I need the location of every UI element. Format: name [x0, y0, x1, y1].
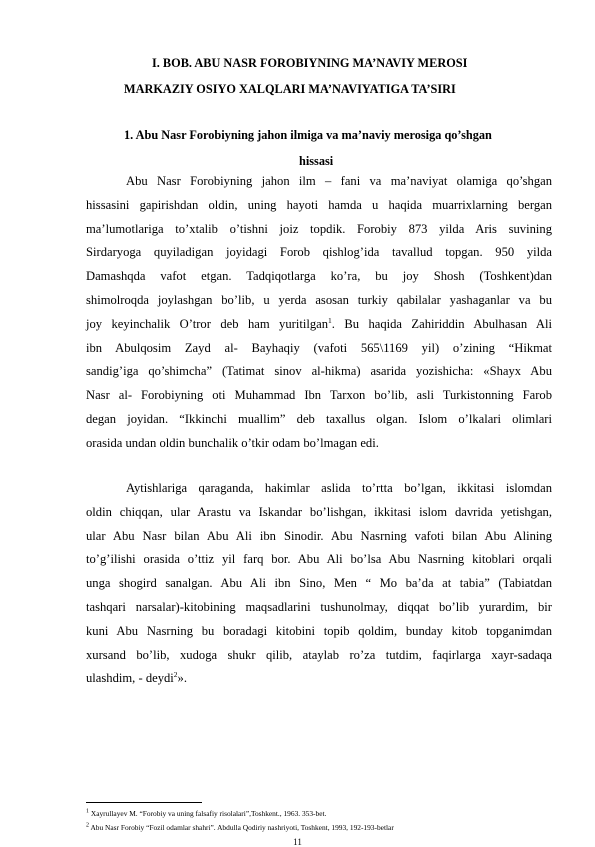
paragraph-line: ular Abu Nasr bilan Abu Ali ibn Sinodir. Abu Nasrning vafoti bilan Abu Alining [86, 528, 552, 543]
paragraph-line: tashqari narsalar)-kitobining maqsadlarini tushunolmay, diqqat bo’lib yurardim, bir [86, 599, 552, 614]
paragraph-line: Sirdaryoga quyiladigan joyidagi Forob qishlog’ida tavallud topgan. 950 yilda [86, 245, 552, 260]
paragraph-text: joy keyinchalik O’tror deb ham yuritilgan [86, 316, 329, 331]
paragraph-line-with-footnote [86, 313, 552, 337]
paragraph-line: shimolroqda joylashgan bo’lib, u yerda asosan turkiy qabilalar yashaganlar va bu [86, 292, 552, 307]
paragraph-text: ». [177, 671, 187, 686]
paragraph-line: ma’lumotlariga to’xtalib o’tishni joiz topdik. Forobiy 873 yilda Aris suvining [86, 221, 552, 236]
paragraph-line: Aytishlariga qaraganda, hakimlar aslida to’rtta bo’lgan, ikkitasi islomdan [126, 481, 552, 495]
paragraph-line: hissasini gapirishdan oldin, uning hayoti hamda u haqida muarrixlarning bergan [86, 197, 552, 212]
footnote-number: 1 [86, 808, 89, 815]
footnote-ref[interactable]: 2 [173, 670, 178, 680]
paragraph-line: Damashqda vafot etgan. Tadqiqotlarga ko’ra, bu joy Shosh (Toshkent)dan [86, 269, 552, 284]
paragraph-line: kuni Abu Nasrning bu boradagi kitobini topib qoldim, bunday kitob topganimdan [86, 623, 552, 638]
footnote-number: 2 [86, 822, 89, 829]
footnote-separator [86, 802, 202, 803]
paragraph-line: sandig’iga qo’shimcha” (Tatimat sinov al-hikma) asarida yozishicha: «Shayx Abu [86, 364, 552, 379]
section-title-line-1: 1. Abu Nasr Forobiyning jahon ilmiga va ma’naviy merosiga qo’shgan [124, 128, 492, 142]
paragraph-line: Abu Nasr Forobiyning jahon ilm – fani va ma’naviyat olamiga qo’shgan [126, 174, 552, 188]
paragraph-line: orasida undan oldin bunchalik o’tkir odam bo’lmagan edi. [86, 435, 379, 450]
page-number: 11 [293, 837, 302, 847]
footnote-text: Xayrullayev M. “Forobiy va uning falsafiy risolalari”,Toshkent., 1963. 353-bet. [90, 809, 327, 818]
footnote-ref[interactable]: 1 [328, 315, 332, 325]
paragraph-line: Nasr al- Forobiyning oti Muhammad Ibn Tarxon bo’lib, asli Turkistonning Farob [86, 388, 552, 403]
paragraph-line: to’g’ilishi orasida o’ttiz yil farq bor. Abu Ali bo’lsa Abu Nasrning kitoblari orqali [86, 552, 552, 567]
chapter-title-line-2: MARKAZIY OSIYO XALQLARI MA’NAVIYATIGA TA’SIRI [124, 82, 456, 96]
chapter-title-line-1: I. BOB. ABU NASR FOROBIYNING MA’NAVIY MEROSI [152, 56, 468, 70]
footnote [86, 823, 394, 833]
paragraph-1 [86, 170, 552, 456]
paragraph-text: . Bu haqida Zahiriddin Abulhasan Ali [331, 316, 552, 331]
paragraph-2 [86, 477, 552, 691]
paragraph-line: oldin chiqqan, ular Arastu va Iskandar bo’lishgan, ikkitasi islom davrida yetishgan, [86, 504, 552, 519]
paragraph-line: ibn Abulqosim Zayd al- Bayhaqiy (vafoti 565\1169 yil) o’zining “Hikmat [86, 340, 552, 355]
paragraph-line: unga shogird sanalgan. Abu Ali ibn Sino, Men “ Mo ba’da at tabia” (Tabiatdan [86, 576, 552, 591]
section-title-line-2: hissasi [299, 154, 334, 168]
paragraph-text: ulashdim, - deydi [86, 671, 174, 686]
footnote-text: Abu Nasr Forobiy “Fozil odamlar shahri”. Abdulla Qodiriy nashriyoti, Toshkent, 1993, 192-193-betlar [90, 823, 394, 832]
paragraph-line: xursand bo’lib, xudoga shukr qilib, ataylab ro’za tutdim, faqirlarga xayr-sadaqa [86, 647, 552, 662]
paragraph-line-with-footnote [86, 667, 552, 691]
footnote [86, 809, 326, 819]
paragraph-line: degan joyidan. “Ikkinchi muallim” deb taxallus olgan. Islom o’lkalari olimlari [86, 411, 552, 426]
